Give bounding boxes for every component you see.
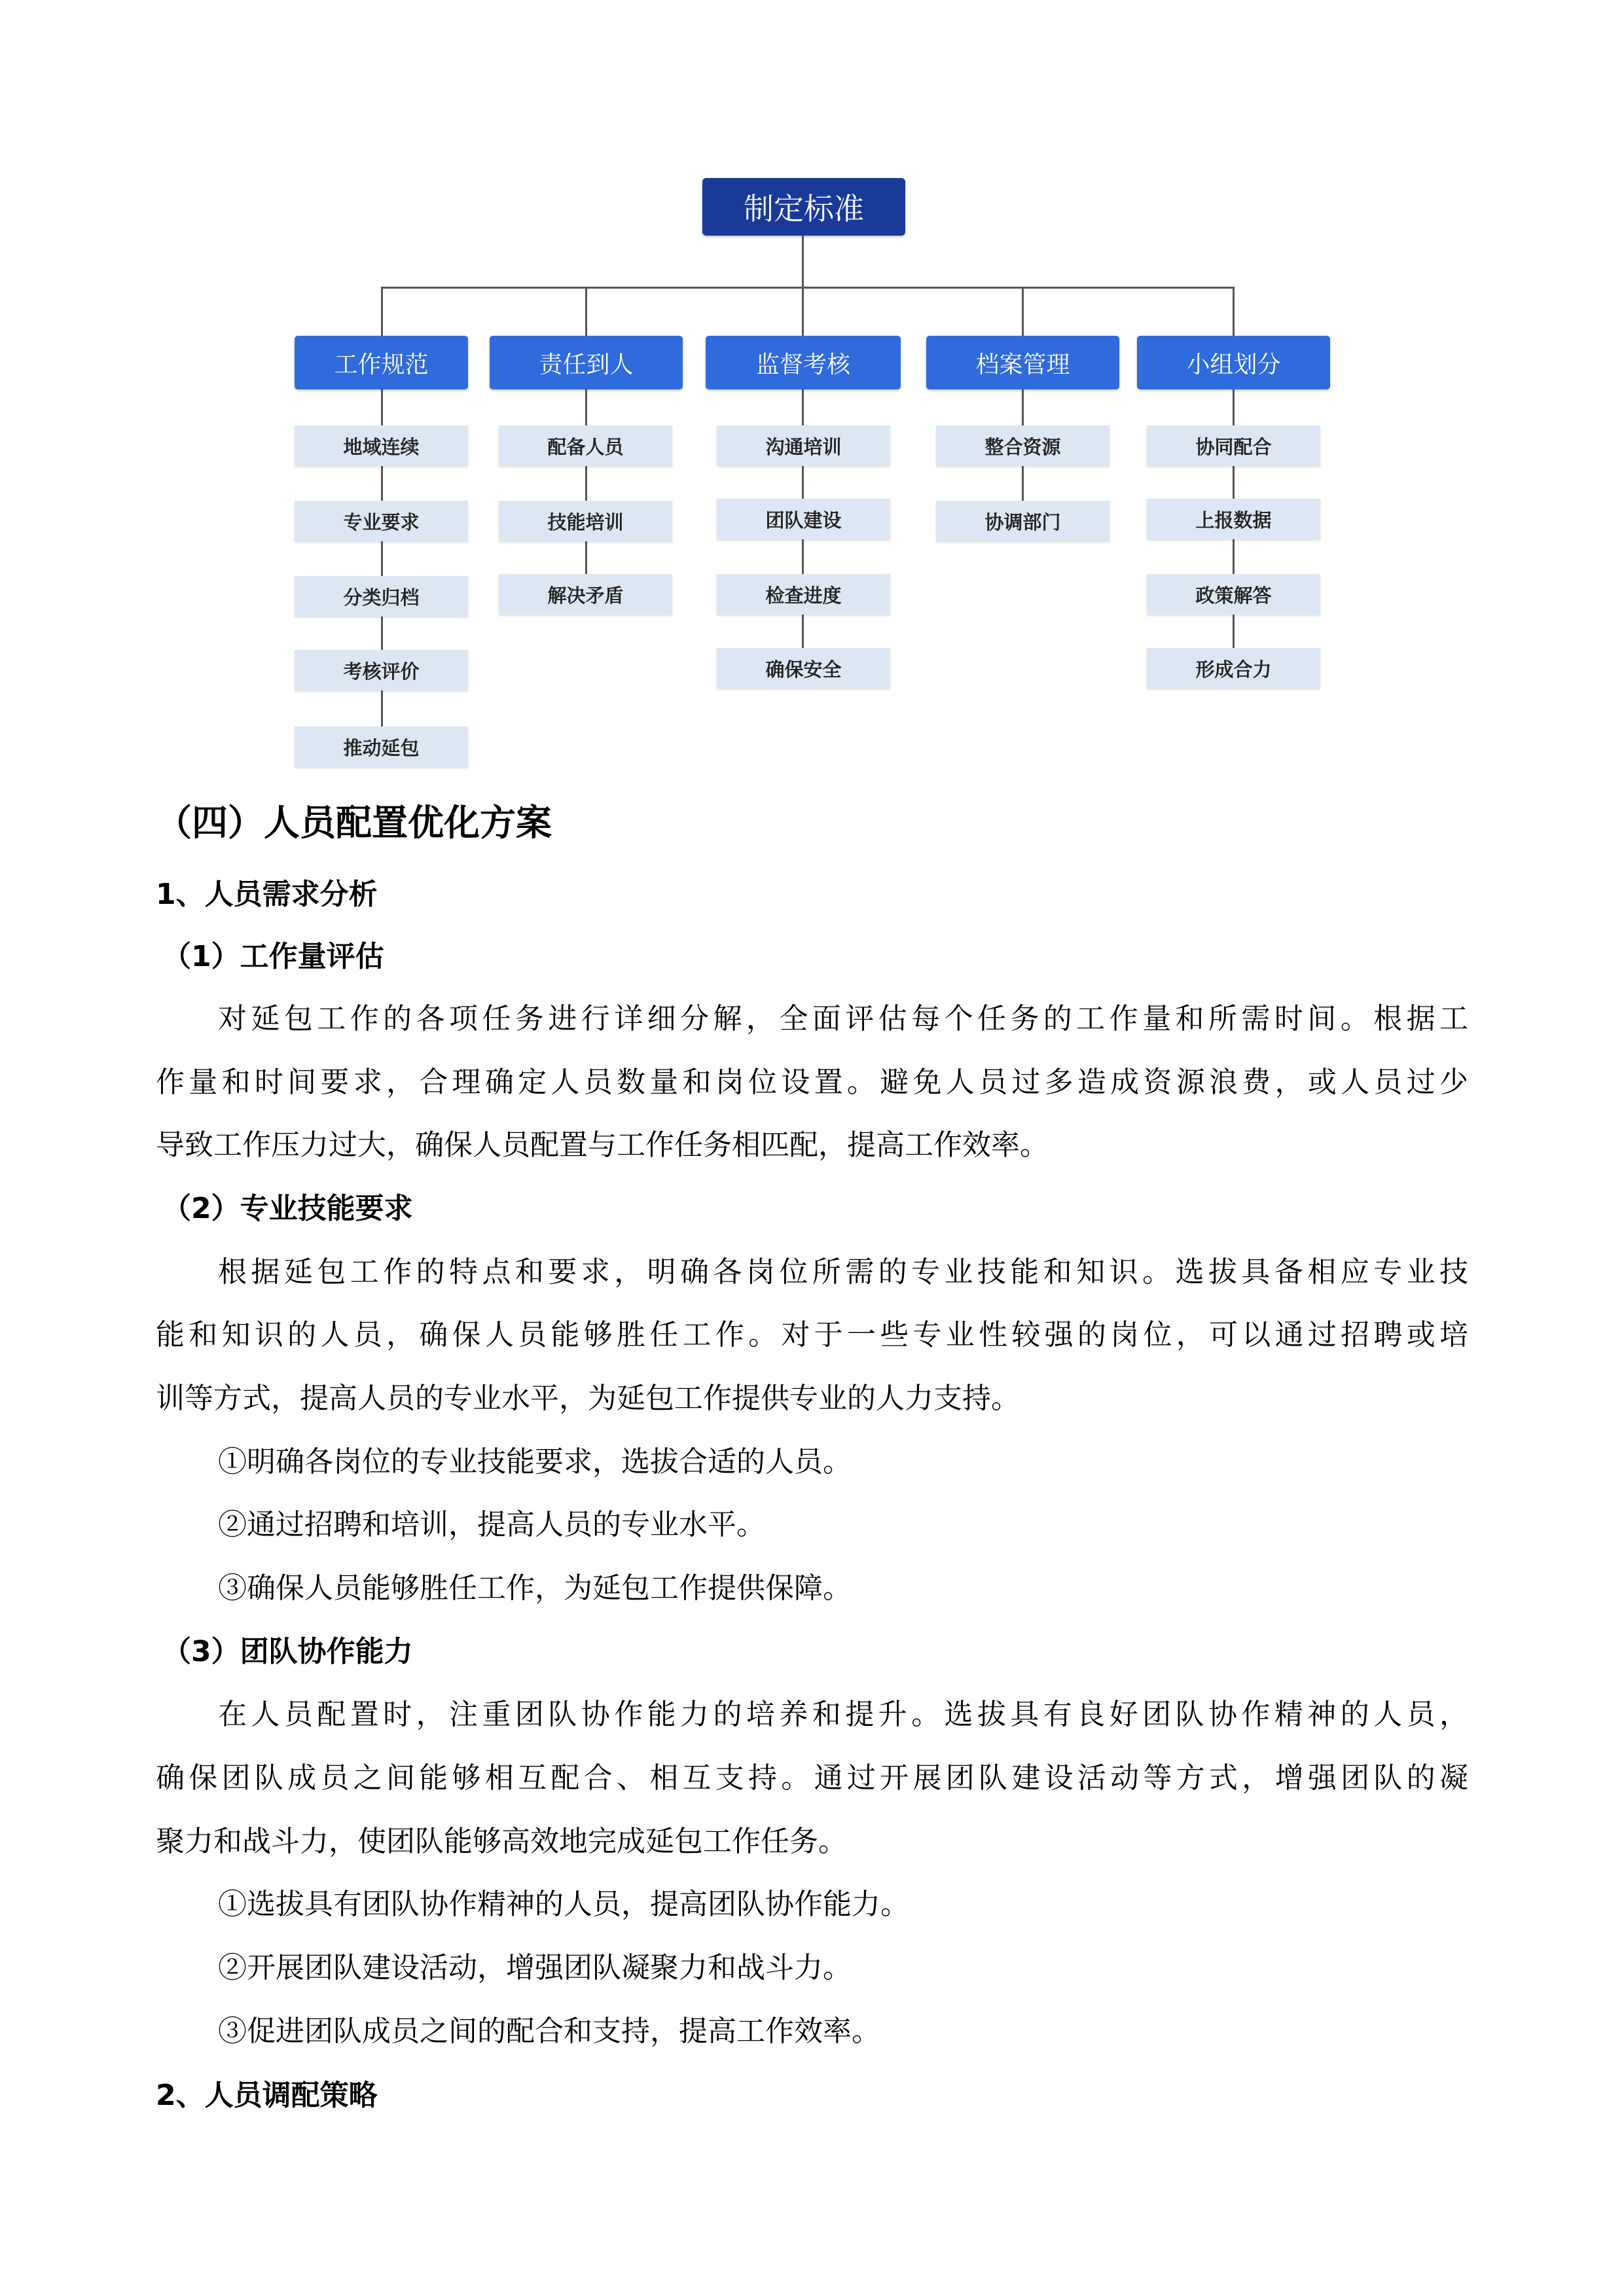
- bullet-item: ③确保人员能够胜任工作，为延包工作提供保障。: [218, 1571, 852, 1605]
- bullet-item: ①选拔具有团队协作精神的人员，提高团队协作能力。: [218, 1888, 909, 1921]
- leaf-node: 技能培训: [499, 501, 672, 541]
- leaf-node: 配备人员: [499, 425, 672, 466]
- category-node: 工作规范: [295, 336, 468, 389]
- paragraph-line: 导致工作压力过大，确保人员配置与工作任务相匹配，提高工作效率。: [156, 1128, 1049, 1162]
- leaf-node: 协同配合: [1147, 425, 1320, 466]
- cat-connector: [585, 287, 587, 336]
- leaf-node: 沟通培训: [717, 425, 890, 466]
- leaf-node: 形成合力: [1147, 648, 1320, 689]
- paragraph-line: 在人员配置时，注重团队协作能力的培养和提升。选拔具有良好团队协作精神的人员，: [218, 1698, 1468, 1731]
- root-connector: [802, 236, 804, 288]
- leaf-node: 团队建设: [717, 499, 890, 539]
- item-title: （3）团队协作能力: [162, 1635, 413, 1668]
- cat-connector: [802, 287, 804, 336]
- subsection-title: 1、人员需求分析: [156, 878, 378, 911]
- cat-connector: [1233, 287, 1235, 336]
- leaf-node: 解决矛盾: [499, 574, 672, 615]
- cat-connector: [381, 287, 383, 336]
- category-node: 档案管理: [926, 336, 1119, 389]
- leaf-node: 分类归档: [295, 576, 468, 617]
- paragraph-line: 根据延包工作的特点和要求，明确各岗位所需的专业技能和知识。选拔具备相应专业技: [218, 1255, 1468, 1289]
- leaf-node: 考核评价: [295, 650, 468, 691]
- bullet-item: ①明确各岗位的专业技能要求，选拔合适的人员。: [218, 1445, 852, 1479]
- category-node: 小组划分: [1137, 336, 1330, 389]
- bullet-item: ③促进团队成员之间的配合和支持，提高工作效率。: [218, 2015, 880, 2048]
- leaf-node: 确保安全: [717, 648, 890, 689]
- leaf-node: 上报数据: [1147, 499, 1320, 539]
- paragraph-line: 聚力和战斗力，使团队能够高效地完成延包工作任务。: [156, 1825, 847, 1858]
- leaf-node: 推动延包: [295, 726, 468, 767]
- paragraph-line: 训等方式，提高人员的专业水平，为延包工作提供专业的人力支持。: [156, 1382, 1020, 1415]
- leaf-node: 整合资源: [936, 425, 1110, 466]
- item-title: （2）专业技能要求: [162, 1192, 413, 1225]
- cat-connector: [1022, 287, 1024, 336]
- paragraph-line: 对延包工作的各项任务进行详细分解，全面评估每个任务的工作量和所需时间。根据工: [218, 1002, 1468, 1035]
- root-node: 制定标准: [702, 178, 905, 236]
- category-node: 责任到人: [490, 336, 683, 389]
- leaf-node: 地域连续: [295, 425, 468, 466]
- category-node: 监督考核: [706, 336, 901, 389]
- leaf-node: 政策解答: [1147, 574, 1320, 615]
- leaf-node: 协调部门: [936, 501, 1110, 541]
- bullet-item: ②开展团队建设活动，增强团队凝聚力和战斗力。: [218, 1951, 852, 1984]
- bullet-item: ②通过招聘和培训，提高人员的专业水平。: [218, 1508, 765, 1541]
- item-title: （1）工作量评估: [162, 940, 384, 973]
- horizontal-connector: [381, 287, 1235, 289]
- paragraph-line: 确保团队成员之间能够相互配合、相互支持。通过开展团队建设活动等方式，增强团队的凝: [156, 1761, 1468, 1795]
- paragraph-line: 作量和时间要求，合理确定人员数量和岗位设置。避免人员过多造成资源浪费，或人员过少: [156, 1066, 1468, 1099]
- section-title: （四）人员配置优化方案: [156, 802, 552, 844]
- leaf-node: 专业要求: [295, 501, 468, 541]
- subsection-title: 2、人员调配策略: [156, 2079, 378, 2112]
- leaf-node: 检查进度: [717, 574, 890, 615]
- paragraph-line: 能和知识的人员，确保人员能够胜任工作。对于一些专业性较强的岗位，可以通过招聘或培: [156, 1318, 1468, 1352]
- chain-line: [585, 389, 587, 592]
